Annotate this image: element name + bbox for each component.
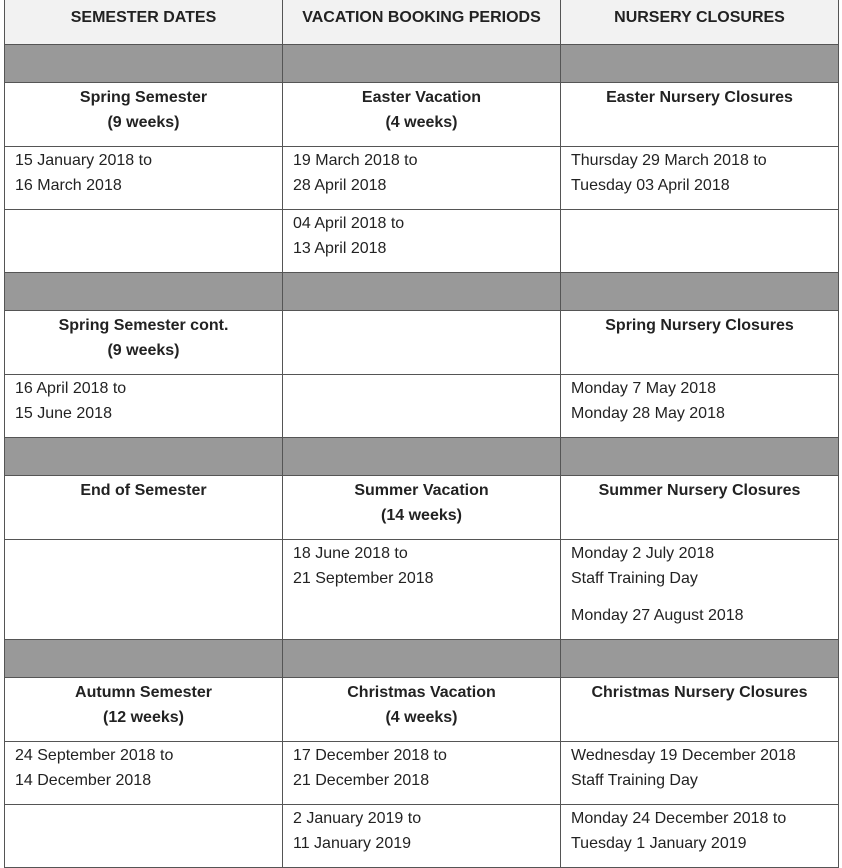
divider-cell — [5, 273, 283, 311]
date-cell-vacation — [283, 147, 561, 210]
title-text: Summer Vacation — [354, 482, 489, 499]
date-text: Monday 27 August 2018 — [571, 607, 744, 624]
title-cell-closures — [561, 311, 839, 375]
date-text: 04 April 2018 to — [293, 215, 405, 232]
title-cell-closures — [561, 678, 839, 742]
table-row — [5, 742, 839, 805]
date-cell-semester — [5, 210, 283, 273]
date-text: 19 March 2018 to — [293, 152, 418, 169]
date-cell-closures — [561, 540, 839, 640]
date-text: Tuesday 03 April 2018 — [571, 177, 730, 194]
date-text: 13 April 2018 — [293, 240, 387, 257]
divider-cell — [561, 273, 839, 311]
date-text: Monday 28 May 2018 — [571, 405, 725, 422]
section-divider-row — [5, 640, 839, 678]
date-text: 15 June 2018 — [15, 405, 112, 422]
title-cell-semester — [5, 678, 283, 742]
date-text: Wednesday 19 December 2018 — [571, 747, 796, 764]
date-cell-vacation — [283, 805, 561, 868]
date-text: 14 December 2018 — [15, 772, 152, 789]
title-cell-closures — [561, 476, 839, 540]
date-text: 15 January 2018 to — [15, 152, 152, 169]
title-cell-closures — [561, 83, 839, 147]
date-cell-semester — [5, 540, 283, 640]
date-text: Staff Training Day — [571, 570, 698, 587]
title-text: (9 weeks) — [107, 342, 180, 359]
divider-cell — [283, 640, 561, 678]
date-text: Staff Training Day — [571, 772, 698, 789]
title-text: (9 weeks) — [107, 114, 180, 131]
date-text: 17 December 2018 to — [293, 747, 447, 764]
title-text: (12 weeks) — [103, 709, 184, 726]
title-cell-vacation — [283, 311, 561, 375]
divider-cell — [5, 640, 283, 678]
date-text: 16 March 2018 — [15, 177, 122, 194]
date-text: Monday 7 May 2018 — [571, 380, 716, 397]
title-text: Autumn Semester — [75, 684, 212, 701]
date-cell-closures — [561, 147, 839, 210]
section-title-row — [5, 476, 839, 540]
divider-cell — [561, 45, 839, 83]
divider-cell — [283, 438, 561, 476]
section-divider-row — [5, 438, 839, 476]
title-text: Christmas Nursery Closures — [591, 684, 808, 701]
date-text: 18 June 2018 to — [293, 545, 408, 562]
title-cell-semester — [5, 476, 283, 540]
date-text: 28 April 2018 — [293, 177, 387, 194]
header-nursery-closures: NURSERY CLOSURES — [561, 0, 839, 45]
title-text: Christmas Vacation — [347, 684, 496, 701]
divider-cell — [283, 45, 561, 83]
title-cell-vacation — [283, 476, 561, 540]
table-row — [5, 147, 839, 210]
semester-dates-table — [4, 0, 839, 868]
date-cell-closures — [561, 805, 839, 868]
title-text: End of Semester — [80, 482, 207, 499]
date-cell-semester — [5, 742, 283, 805]
title-cell-semester — [5, 311, 283, 375]
date-text: 24 September 2018 to — [15, 747, 174, 764]
title-text: (4 weeks) — [385, 114, 458, 131]
date-cell-closures — [561, 375, 839, 438]
divider-cell — [561, 438, 839, 476]
divider-cell — [283, 273, 561, 311]
date-cell-closures — [561, 742, 839, 805]
date-cell-vacation — [283, 375, 561, 438]
date-text: Thursday 29 March 2018 to — [571, 152, 767, 169]
header-semester-dates: SEMESTER DATES — [5, 0, 283, 45]
section-divider-row — [5, 45, 839, 83]
section-title-row — [5, 311, 839, 375]
title-text: Spring Semester — [79, 89, 208, 106]
title-text: Spring Nursery Closures — [605, 317, 794, 334]
date-cell-closures — [561, 210, 839, 273]
title-text: Summer Nursery Closures — [598, 482, 801, 499]
date-text: 21 September 2018 — [293, 570, 434, 587]
date-text: Monday 2 July 2018 — [571, 545, 715, 562]
title-cell-semester — [5, 83, 283, 147]
table-row — [5, 375, 839, 438]
divider-cell — [561, 640, 839, 678]
divider-cell — [5, 45, 283, 83]
date-cell-vacation — [283, 742, 561, 805]
section-divider-row — [5, 273, 839, 311]
date-cell-semester — [5, 375, 283, 438]
title-cell-vacation — [283, 83, 561, 147]
section-title-row — [5, 83, 839, 147]
section-title-row — [5, 678, 839, 742]
date-text: 11 January 2019 — [293, 835, 412, 852]
date-text: 16 April 2018 to — [15, 380, 127, 397]
title-text: Easter Vacation — [361, 89, 482, 106]
title-text: (14 weeks) — [381, 507, 462, 524]
divider-cell — [5, 438, 283, 476]
table-header-row — [5, 0, 839, 45]
title-cell-vacation — [283, 678, 561, 742]
table-row — [5, 540, 839, 640]
date-text: Tuesday 1 January 2019 — [571, 835, 747, 852]
title-text: Spring Semester cont. — [58, 317, 229, 334]
date-cell-semester — [5, 805, 283, 868]
date-text: 21 December 2018 — [293, 772, 430, 789]
date-cell-vacation — [283, 540, 561, 640]
date-text: Monday 24 December 2018 to — [571, 810, 787, 827]
title-text: Easter Nursery Closures — [606, 89, 793, 106]
table-row — [5, 805, 839, 868]
date-text: 2 January 2019 to — [293, 810, 422, 827]
title-text: (4 weeks) — [385, 709, 458, 726]
date-cell-semester — [5, 147, 283, 210]
table-row — [5, 210, 839, 273]
date-cell-vacation — [283, 210, 561, 273]
header-vacation-booking-periods: VACATION BOOKING PERIODS — [283, 0, 561, 45]
